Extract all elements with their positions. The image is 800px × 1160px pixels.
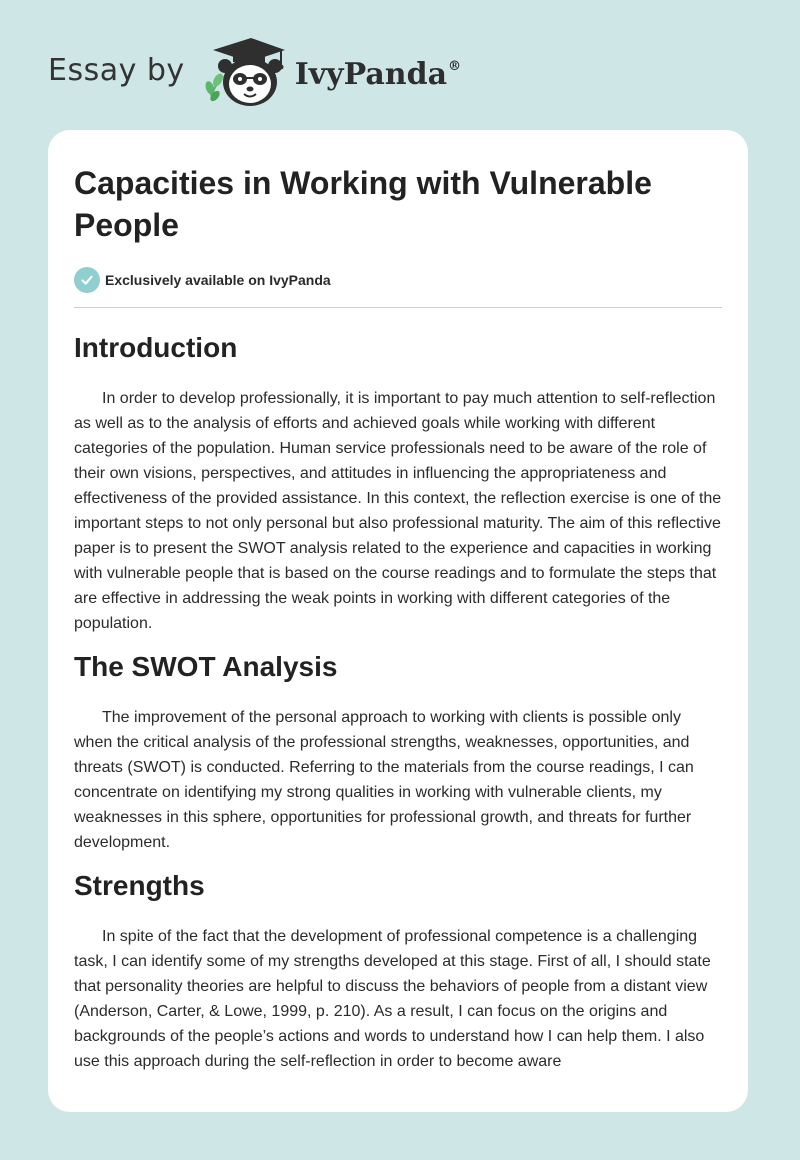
exclusive-label: Exclusively available on IvyPanda	[105, 272, 331, 288]
section-paragraph: In spite of the fact that the development of professional competence is a challenging task, I can identify some of my strengths developed at this stage. First of all, I should state that personality theories are helpful to discuss the behaviors of people from a distant view (Anderson, Carter, & Lowe, 1999, p. 210). As a result, I can focus on the origins and backgrounds of the people’s actions and words to understand how I can help them. I also use this approach during the self-reflection in order to become aware	[74, 928, 711, 1070]
divider	[74, 307, 722, 308]
section-heading: Strengths	[74, 870, 205, 901]
section-heading: Introduction	[74, 332, 238, 363]
section-swot-analysis	[74, 650, 722, 855]
essay-by-label: Essay by	[48, 52, 185, 88]
check-icon	[74, 267, 100, 293]
section-paragraph: In order to develop professionally, it is important to pay much attention to self-reflection as well as to the analysis of efforts and achieved goals while working with different categories of the population. Human service professionals need to be aware of the role of their own visions, perspectives, and attitudes in influencing the appropriateness and effectiveness of the provided assistance. In this context, the reflection exercise is one of the important steps to not only personal but also professional maturity. The aim of this reflective paper is to present the SWOT analysis related to the experience and capacities in working with vulnerable people that is based on the course readings and to formulate the steps that are effective in addressing the weak points in working with different categories of the population.	[74, 390, 722, 632]
registered-mark: ®	[448, 58, 462, 74]
exclusive-badge	[74, 266, 722, 294]
essay-title: Capacities in Working with Vulnerable People	[74, 165, 652, 243]
section-heading: The SWOT Analysis	[74, 651, 338, 682]
essay-card	[48, 130, 748, 1112]
brand-name[interactable]: IvyPanda®	[294, 56, 462, 92]
section-strengths	[74, 869, 722, 1074]
panda-logo-icon[interactable]	[197, 36, 293, 108]
section-paragraph: The improvement of the personal approach to working with clients is possible only when the critical analysis of the professional strengths, weaknesses, opportunities, and threats (SWOT) is conducted. Referring to the materials from the course readings, I can concentrate on identifying my strong qualities in working with vulnerable clients, my weaknesses in this sphere, opportunities for professional growth, and threats for further development.	[74, 709, 694, 851]
section-introduction	[74, 331, 722, 636]
site-header	[48, 36, 461, 108]
